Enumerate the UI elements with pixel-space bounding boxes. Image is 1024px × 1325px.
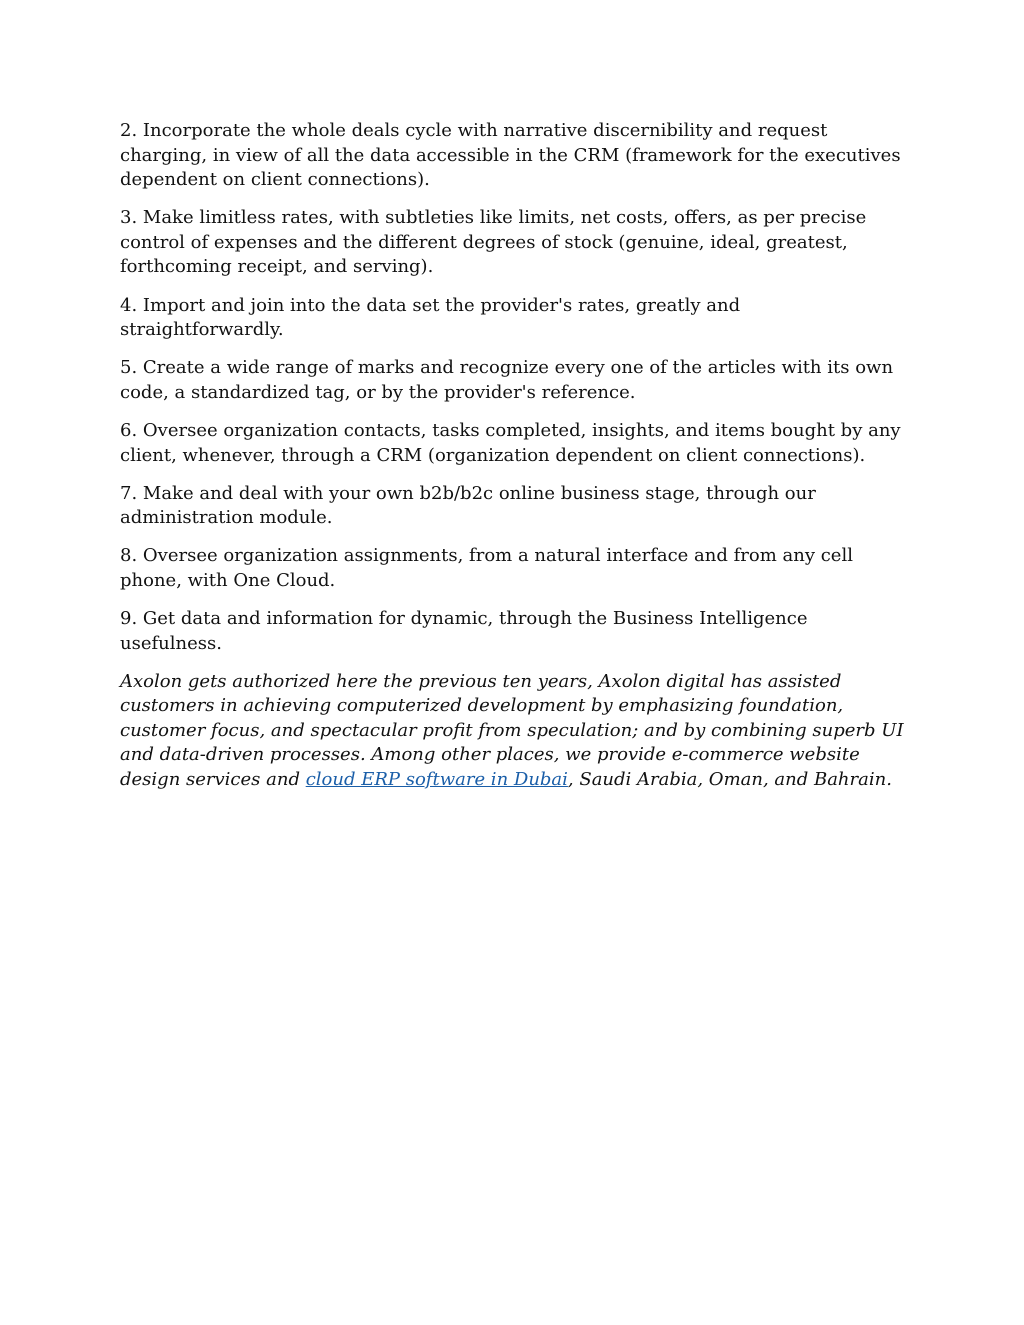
list-item-5: 5. Create a wide range of marks and recognize every one of the articles with its own code, a standardized tag, or by the provider's reference. [120,357,894,403]
list-item-4: 4. Import and join into the data set the provider's rates, greatly and straightforwardly. [120,294,741,341]
list-item-9: 9. Get data and information for dynamic, through the Business Intelligence usefulness. [120,608,808,654]
list-item-8: 8. Oversee organization assignments, from a natural interface and from any cell phone, with One Cloud. [120,545,853,591]
list-item-3: 3. Make limitless rates, with subtleties like limits, net costs, offers, as per precise control of expenses and the different degrees of stock (genuine, ideal, greatest, forthcoming receipt, and serving). [120,207,867,278]
closing-text-before-link: Axolon gets authorized here the previous ten years, Axolon digital has assisted customers in achieving computerized development by emphasizing foundation, customer focus, and spectacular profit from speculation; and by combining superb UI and data-driven processes. Among other places, we provide e-commerce website design services and [120,670,904,791]
cloud-erp-link[interactable]: cloud ERP software in Dubai [305,769,568,791]
closing-text-after-link: , Saudi Arabia, Oman, and Bahrain. [567,769,892,791]
list-item-6: 6. Oversee organization contacts, tasks completed, insights, and items bought by any client, whenever, through a CRM (organization dependent on client connections). [120,419,901,466]
closing-paragraph [120,670,904,793]
document-body [120,119,904,793]
list-item-7: 7. Make and deal with your own b2b/b2c online business stage, through our administration module. [120,482,816,529]
list-item-2: 2. Incorporate the whole deals cycle with narrative discernibility and request charging, in view of all the data accessible in the CRM (framework for the executives dependent on client connections). [120,120,901,191]
